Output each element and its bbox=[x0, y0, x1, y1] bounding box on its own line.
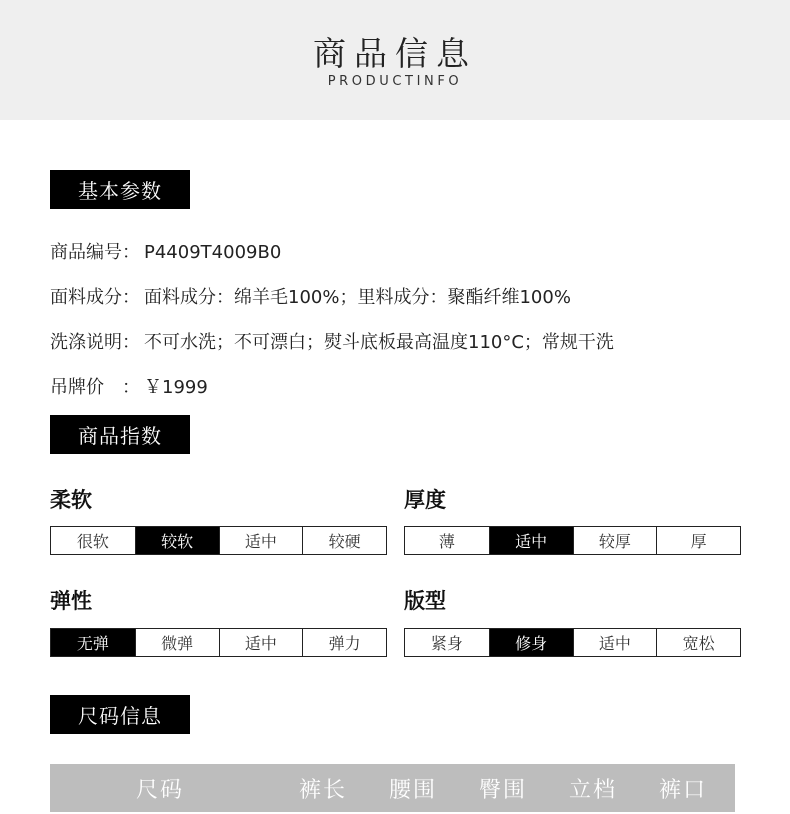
info-value: 面料成分：绵羊毛100%；里料成分：聚酯纤维100% bbox=[144, 287, 571, 308]
info-value: P4409T4009B0 bbox=[144, 242, 282, 263]
info-label: 面料成分： bbox=[50, 287, 140, 308]
size-col-header: 腰围 bbox=[388, 777, 437, 803]
size-col-header: 尺码 bbox=[135, 777, 184, 803]
info-label: 洗涤说明： bbox=[50, 332, 140, 353]
size-col-header: 裤长 bbox=[298, 777, 347, 803]
size-table-header bbox=[50, 764, 735, 812]
index-scale-fit bbox=[404, 628, 741, 657]
index-scale-elasticity bbox=[50, 628, 387, 657]
info-value: ￥1999 bbox=[144, 377, 208, 398]
index-option: 厚 bbox=[656, 527, 740, 554]
index-option: 紧身 bbox=[430, 634, 463, 653]
info-label: 吊牌价 ： bbox=[50, 377, 140, 398]
index-title-thickness: 厚度 bbox=[404, 488, 446, 512]
info-row-washing bbox=[50, 328, 614, 354]
index-option: 弹力 bbox=[302, 629, 386, 656]
index-scale-thickness bbox=[404, 526, 741, 555]
section-size-info: 尺码信息 bbox=[50, 695, 190, 734]
size-col-header: 臀围 bbox=[478, 777, 527, 803]
index-option-selected: 适中 bbox=[489, 527, 573, 554]
product-info-header bbox=[0, 0, 790, 120]
info-row-fabric bbox=[50, 283, 571, 309]
index-option-selected: 较软 bbox=[135, 527, 219, 554]
index-option: 适中 bbox=[573, 629, 657, 656]
info-row-price bbox=[50, 373, 208, 399]
page-title: 商品信息 bbox=[313, 34, 477, 73]
page-subtitle: PRODUCTINFO bbox=[327, 74, 463, 89]
index-option: 较厚 bbox=[573, 527, 657, 554]
info-label: 商品编号： bbox=[50, 242, 140, 263]
index-option: 宽松 bbox=[656, 629, 740, 656]
index-title-fit: 版型 bbox=[404, 589, 446, 613]
size-col-header: 裤口 bbox=[658, 777, 707, 803]
index-option: 适中 bbox=[219, 527, 303, 554]
section-basic-params: 基本参数 bbox=[50, 170, 190, 209]
index-option: 很软 bbox=[76, 532, 109, 551]
index-option: 薄 bbox=[438, 532, 455, 551]
section-product-index: 商品指数 bbox=[50, 415, 190, 454]
index-option: 微弹 bbox=[135, 629, 219, 656]
index-option-selected: 修身 bbox=[489, 629, 573, 656]
index-scale-softness bbox=[50, 526, 387, 555]
index-option: 适中 bbox=[219, 629, 303, 656]
index-title-elasticity: 弹性 bbox=[50, 589, 92, 613]
index-title-softness: 柔软 bbox=[50, 488, 92, 512]
info-value: 不可水洗；不可漂白；熨斗底板最高温度110°C；常规干洗 bbox=[144, 332, 614, 353]
index-option: 较硬 bbox=[302, 527, 386, 554]
index-option-selected: 无弹 bbox=[51, 629, 135, 656]
size-col-header: 立档 bbox=[568, 777, 617, 803]
info-row-product-code bbox=[50, 238, 281, 264]
